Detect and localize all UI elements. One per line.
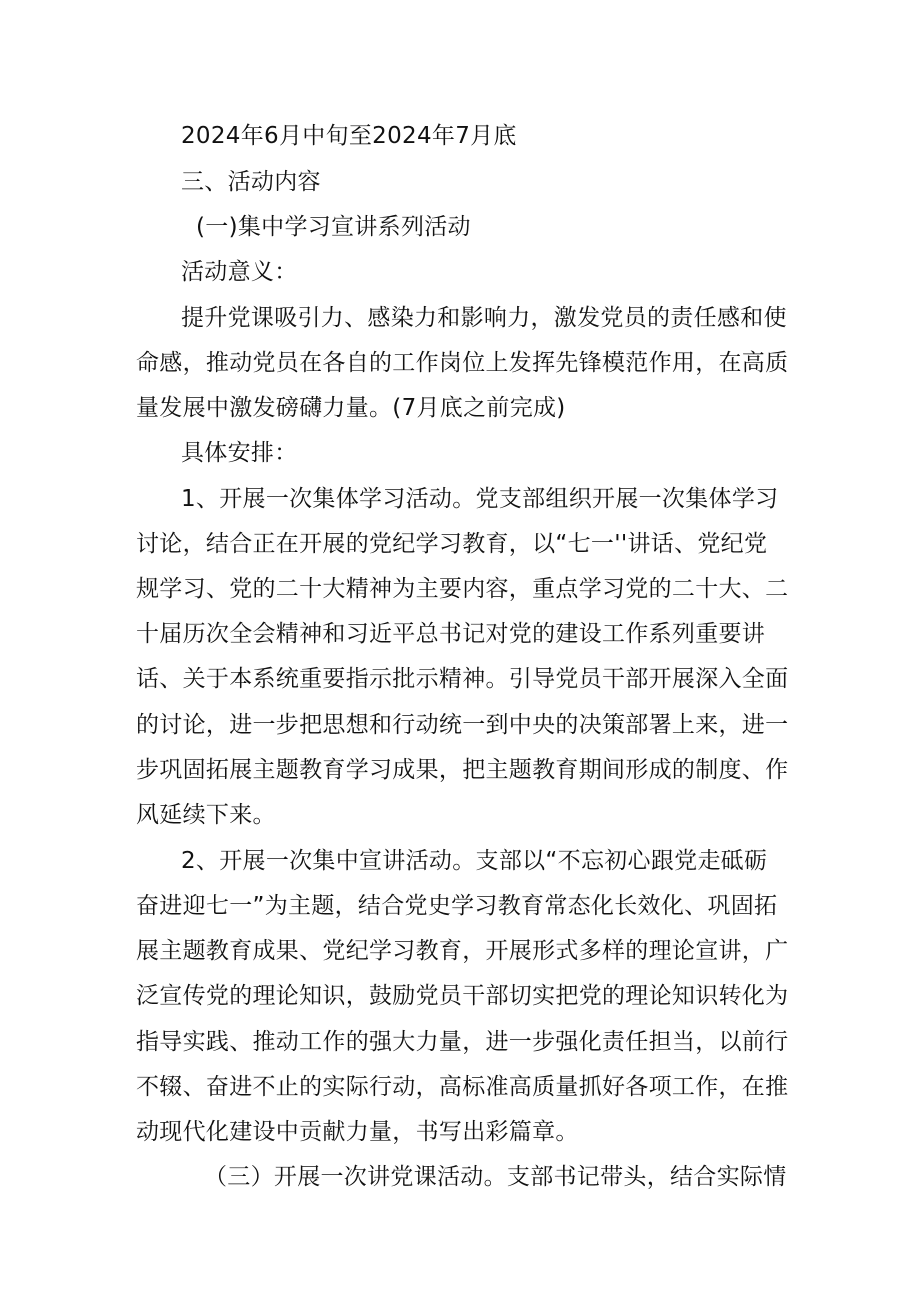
item-2-line-1: 2、开展一次集中宣讲活动。支部以“不忘初心跟党走砥砺: [181, 848, 768, 874]
item-1-line-5: 话、关于本系统重要指示批示精神。引导党员干部开展深入全面: [136, 666, 789, 692]
item-1-line-6: 的讨论，进一步把思想和行动统一到中央的决策部署上来，进一: [136, 712, 789, 738]
subsection-heading-study-lecture: (一)集中学习宣讲系列活动: [196, 214, 471, 240]
item-1-line-2: 讨论，结合正在开展的党纪学习教育，以“七一''讲话、党纪党: [136, 531, 768, 557]
label-specific-arrangements: 具体安排：: [181, 440, 298, 466]
item-2-line-6: 不辍、奋进不止的实际行动，高标准高质量抓好各项工作，在推: [136, 1074, 789, 1100]
item-2-line-4: 泛宣传党的理论知识，鼓励党员干部切实把党的理论知识转化为: [136, 983, 789, 1009]
item-1-line-4: 十届历次全会精神和习近平总书记对党的建设工作系列重要讲: [136, 621, 766, 647]
period-line: 2024年6月中旬至2024年7月底: [181, 123, 517, 149]
paragraph-significance-line-2: 命感，推动党员在各自的工作岗位上发挥先锋模范作用，在高质: [136, 350, 789, 376]
item-1-line-3: 规学习、党的二十大精神为主要内容，重点学习党的二十大、二: [136, 576, 789, 602]
item-1-line-8: 风延续下来。: [136, 802, 276, 828]
item-2-line-2: 奋进迎七一”为主题，结合党史学习教育常态化长效化、巩固拓: [136, 893, 778, 919]
item-3-line-1: （三）开展一次讲党课活动。支部书记带头，结合实际情: [204, 1164, 787, 1190]
section-heading-activity-content: 三、活动内容: [181, 169, 321, 195]
paragraph-significance-line-1: 提升党课吸引力、感染力和影响力，激发党员的责任感和使: [181, 305, 787, 331]
item-2-line-5: 指导实践、推动工作的强大力量，进一步强化责任担当，以前行: [136, 1029, 789, 1055]
label-activity-significance: 活动意义：: [181, 259, 298, 285]
item-1-line-1: 1、开展一次集体学习活动。党支部组织开展一次集体学习: [181, 486, 779, 512]
item-2-line-7: 动现代化建设中贡献力量，书写出彩篇章。: [136, 1119, 579, 1145]
item-1-line-7: 步巩固拓展主题教育学习成果，把主题教育期间形成的制度、作: [136, 757, 789, 783]
paragraph-significance-line-3: 量发展中激发磅礴力量。(7月底之前完成): [136, 395, 566, 421]
item-2-line-3: 展主题教育成果、党纪学习教育，开展形式多样的理论宣讲，广: [136, 938, 789, 964]
